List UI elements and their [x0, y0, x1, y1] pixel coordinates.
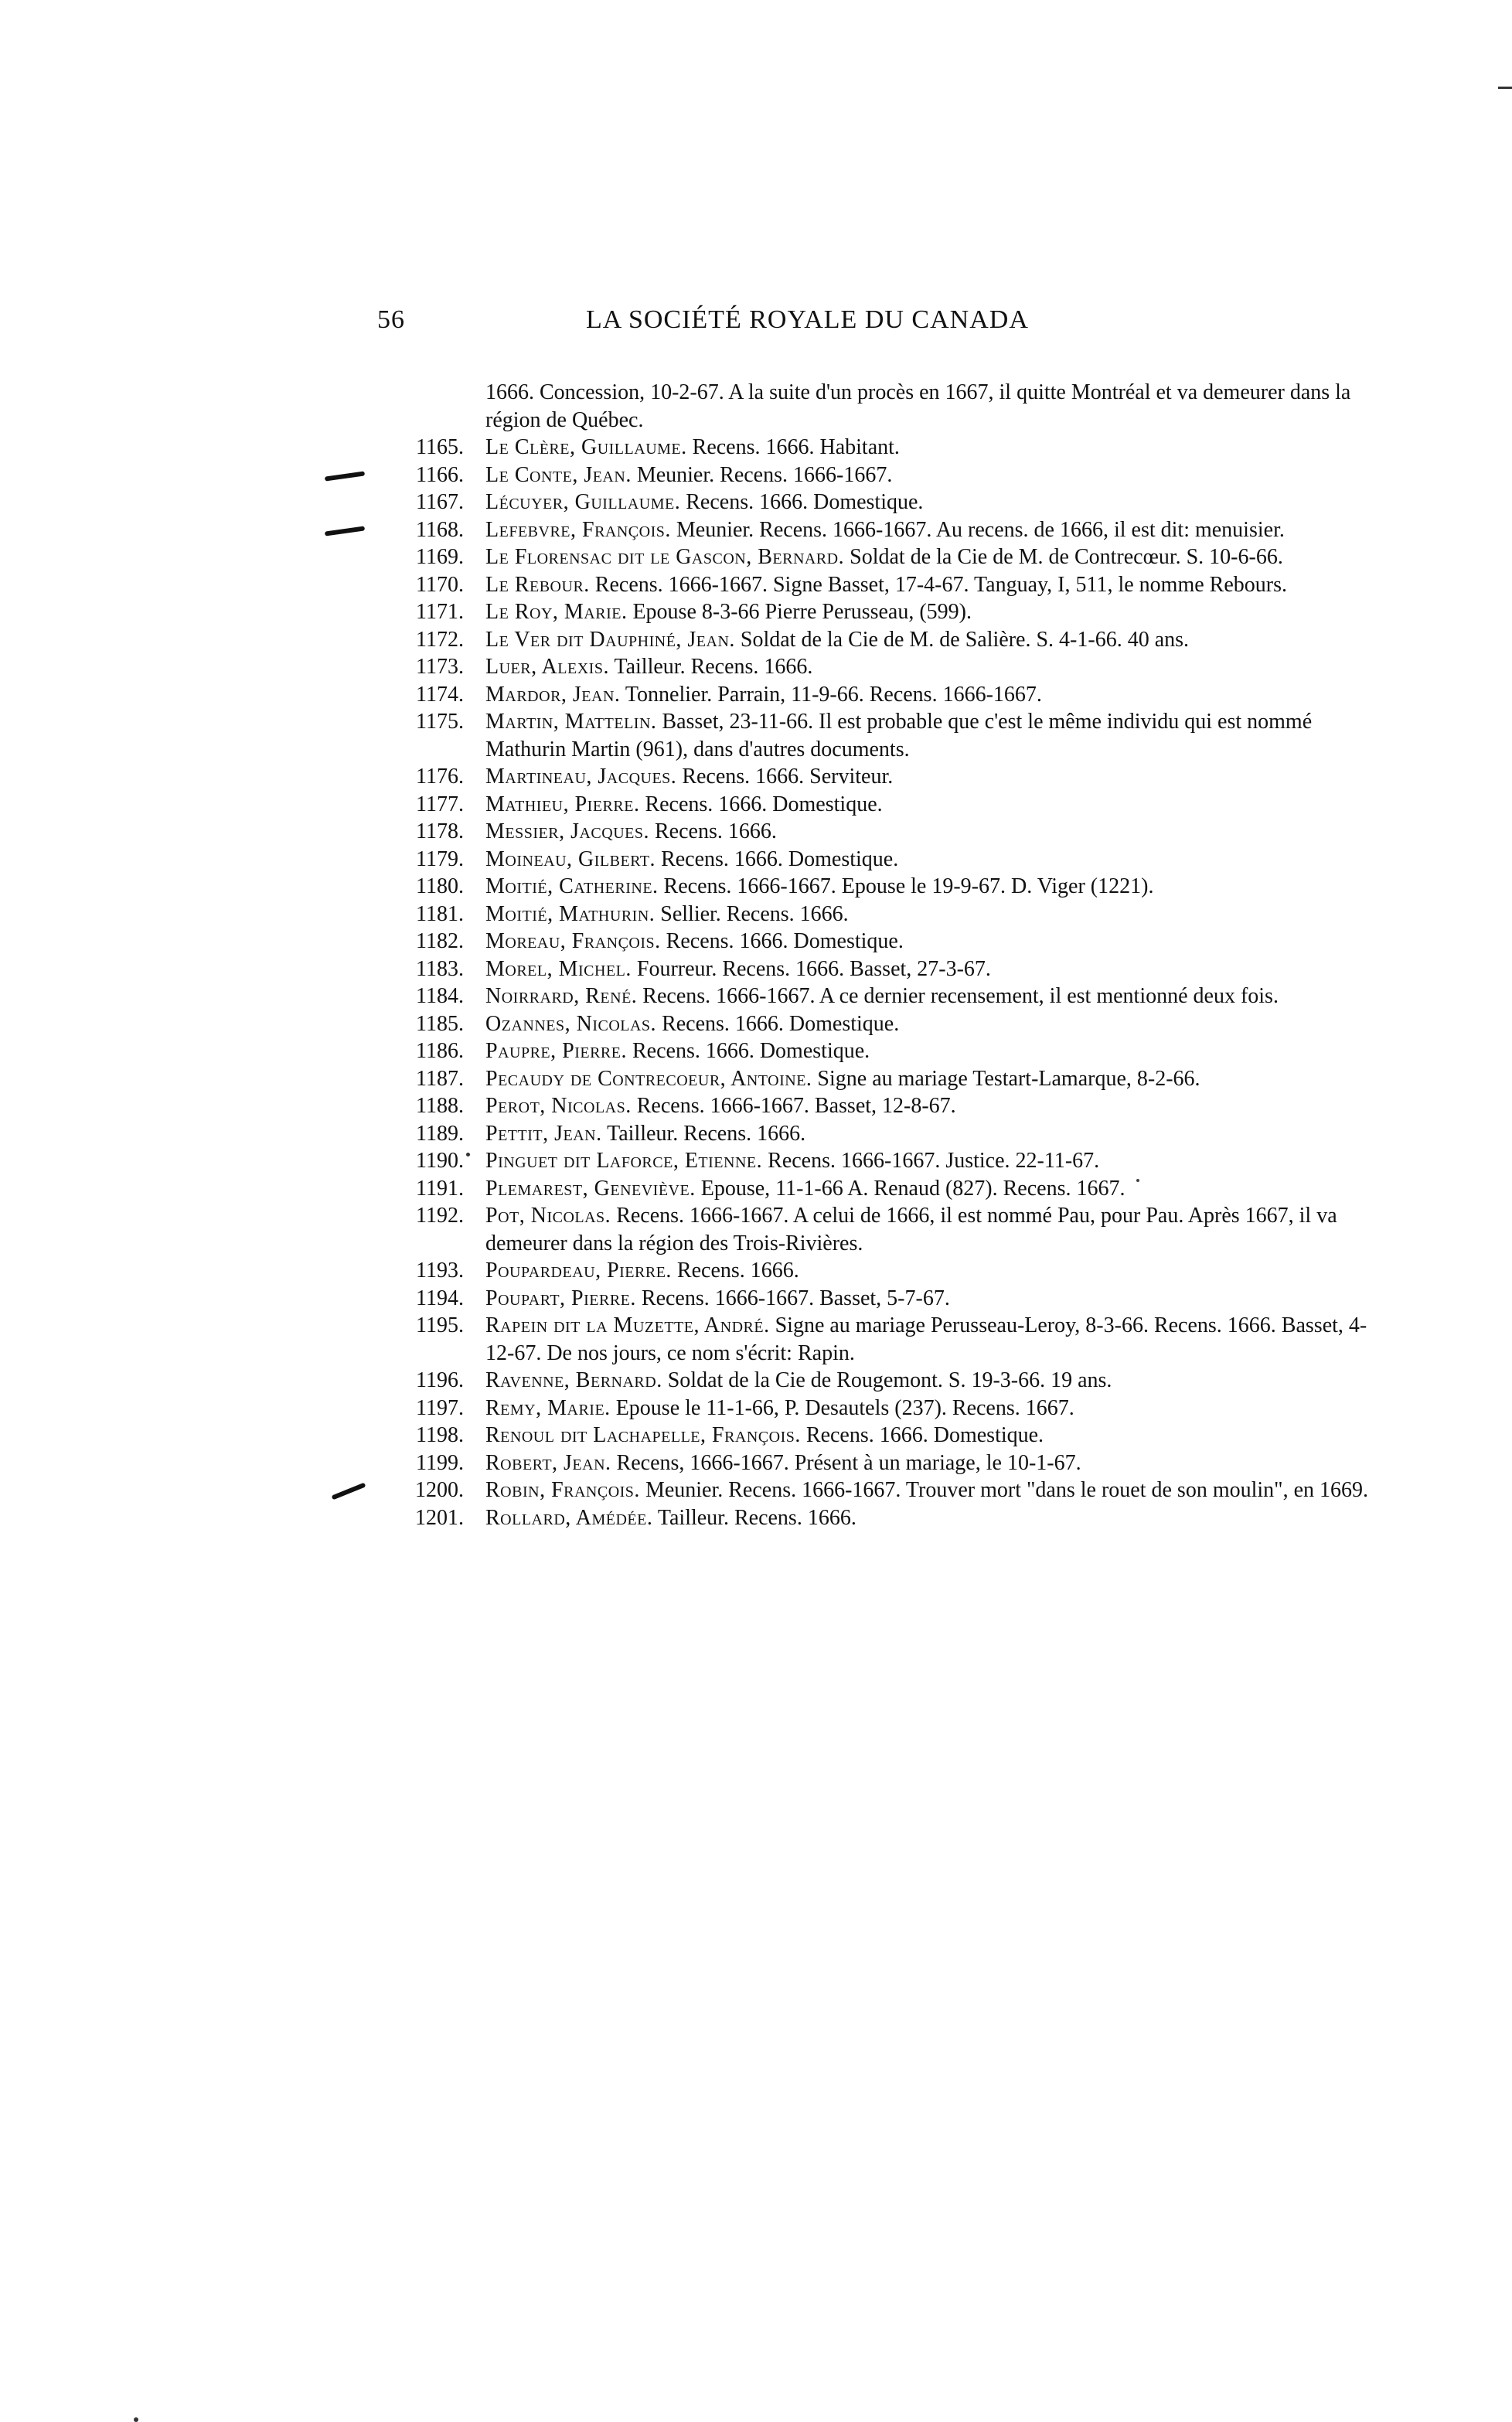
list-item	[377, 1202, 1390, 1257]
entry-text: Signe au mariage Perusseau-Leroy, 8-3-66. Recens. 1666. Basset, 4-12-67. De nos jours, ce nom s'écrit: Rapin.	[485, 1313, 1367, 1365]
entry-name: Rollard, Amédée.	[485, 1505, 653, 1530]
entry-text: Recens. 1666-1667. Signe Basset, 17-4-67. Tanguay, I, 511, le nomme Rebours.	[594, 572, 1287, 597]
entry-name: Rapein dit la Muzette, André.	[485, 1313, 770, 1337]
entry-text: Meunier. Recens. 1666-1667. Au recens. de 1666, il est dit: menuisier.	[676, 517, 1285, 542]
list-item	[377, 983, 1390, 1010]
entry-name: Remy, Marie.	[485, 1395, 611, 1420]
list-item	[377, 1422, 1390, 1449]
entry-text: Recens. 1666.	[676, 1259, 799, 1283]
ink-speck	[466, 1153, 470, 1156]
entry-text: Fourreur. Recens. 1666. Basset, 27-3-67.	[636, 956, 991, 981]
entry-number: 1178.	[416, 819, 464, 843]
entry-name: Robin, François.	[485, 1478, 640, 1502]
list-item	[377, 1477, 1390, 1504]
entry-name: Moitié, Mathurin.	[485, 901, 656, 926]
list-item	[377, 708, 1390, 763]
entry-number: 1165.	[416, 435, 464, 459]
entry-text: Meunier. Recens. 1666-1667. Trouver mort "dans le rouet de son moulin", en 1669.	[645, 1478, 1369, 1502]
entry-text: Recens. 1666. Domestique.	[666, 929, 904, 953]
entry-text: Recens. 1666-1667. Basset, 12-8-67.	[636, 1094, 956, 1118]
entry-text: 1666. Concession, 10-2-67. A la suite d'un procès en 1667, il quitte Montréal et va demeurer dans la région de Québec.	[485, 380, 1351, 432]
list-item	[377, 1449, 1390, 1477]
entry-text: Recens. 1666. Habitant.	[692, 435, 900, 459]
entry-text: Soldat de la Cie de M. de Salière. S. 4-1-66. 40 ans.	[740, 627, 1190, 652]
margin-pencil-mark	[325, 471, 365, 481]
entry-number: 1199.	[416, 1450, 464, 1475]
list-item	[377, 846, 1390, 874]
entry-name: Le Rebour.	[485, 572, 590, 597]
entry-number: 1196.	[416, 1368, 464, 1392]
list-item	[377, 653, 1390, 681]
list-item	[377, 791, 1390, 819]
entry-name: Ravenne, Bernard.	[485, 1368, 662, 1392]
entry-number: 1171.	[416, 600, 464, 624]
entry-number: 1192.	[416, 1204, 464, 1228]
entry-text: Meunier. Recens. 1666-1667.	[636, 462, 893, 487]
list-item	[377, 763, 1390, 791]
entry-number: 1175.	[416, 710, 464, 734]
entry-name: Mardor, Jean.	[485, 682, 621, 707]
list-item	[377, 1092, 1390, 1120]
list-item	[377, 956, 1390, 983]
list-item	[377, 1504, 1390, 1532]
entry-number: 1193.	[416, 1259, 464, 1283]
page-title: LA SOCIÉTÉ ROYALE DU CANADA	[586, 305, 1029, 334]
list-item	[377, 489, 1390, 516]
entry-text: Recens. 1666-1667. Basset, 5-7-67.	[641, 1286, 950, 1310]
ink-speck	[134, 2417, 138, 2422]
entry-text: Recens. 1666.	[654, 819, 777, 843]
margin-mark	[1498, 87, 1512, 89]
list-item	[377, 1312, 1390, 1367]
entry-number: 1198.	[416, 1423, 464, 1447]
entry-name: Pinguet dit Laforce, Etienne.	[485, 1149, 763, 1173]
entry-name: Ozannes, Nicolas.	[485, 1011, 657, 1036]
entry-name: Moitié, Catherine.	[485, 874, 659, 898]
entry-list	[377, 379, 1390, 1531]
entry-name: Martin, Mattelin.	[485, 710, 657, 734]
entry-text: Recens, 1666-1667. Présent à un mariage, le 10-1-67.	[616, 1450, 1081, 1475]
entry-number: 1185.	[416, 1011, 464, 1036]
continuation-entry	[377, 379, 1390, 434]
entry-text: Recens. 1666-1667. Justice. 22-11-67.	[768, 1149, 1100, 1173]
entry-text: Sellier. Recens. 1666.	[660, 901, 849, 926]
entry-name: Pot, Nicolas.	[485, 1204, 611, 1228]
margin-pencil-mark	[332, 1483, 366, 1501]
entry-number: 1191.	[416, 1176, 464, 1201]
entry-text: Signe au mariage Testart-Lamarque, 8-2-66.	[817, 1066, 1200, 1091]
entry-name: Lefebvre, François.	[485, 517, 671, 542]
entry-text: Soldat de la Cie de M. de Contrecœur. S. 10-6-66.	[850, 545, 1283, 569]
entry-text: Epouse, 11-1-66 A. Renaud (827). Recens. 1667.	[700, 1176, 1125, 1201]
entry-number: 1195.	[416, 1313, 464, 1337]
entry-name: Moreau, François.	[485, 929, 661, 953]
list-item	[377, 626, 1390, 654]
list-item	[377, 1395, 1390, 1422]
entry-number: 1201.	[415, 1505, 464, 1530]
margin-pencil-mark	[325, 526, 365, 536]
entry-name: Pecaudy de Contrecoeur, Antoine.	[485, 1066, 812, 1091]
entry-name: Robert, Jean.	[485, 1450, 611, 1475]
entry-number: 1167.	[416, 490, 464, 514]
entry-text: Recens. 1666. Domestique.	[662, 1011, 900, 1036]
entry-number: 1184.	[416, 984, 464, 1008]
entry-number: 1174.	[416, 682, 464, 707]
entry-text: Tonnelier. Parrain, 11-9-66. Recens. 1666-1667.	[625, 682, 1042, 707]
entry-name: Renoul dit Lachapelle, François.	[485, 1423, 801, 1447]
page-number: 56	[377, 305, 405, 334]
entry-number: 1186.	[416, 1039, 464, 1063]
entry-text: Recens. 1666. Domestique.	[805, 1423, 1044, 1447]
entry-name: Plemarest, Geneviève.	[485, 1176, 696, 1201]
entry-text: Tailleur. Recens. 1666.	[607, 1121, 806, 1146]
list-item	[377, 1367, 1390, 1395]
entry-name: Poupart, Pierre.	[485, 1286, 636, 1310]
list-item	[377, 681, 1390, 709]
entry-name: Lécuyer, Guillaume.	[485, 490, 681, 514]
entry-name: Moineau, Gilbert.	[485, 847, 656, 871]
list-item	[377, 1147, 1390, 1175]
entry-name: Le Florensac dit le Gascon, Bernard.	[485, 545, 845, 569]
entry-text: Recens. 1666. Domestique.	[632, 1039, 870, 1063]
list-item	[377, 901, 1390, 928]
list-item	[377, 928, 1390, 956]
entry-name: Paupre, Pierre.	[485, 1039, 627, 1063]
list-item	[377, 1257, 1390, 1285]
entry-text: Basset, 23-11-66. Il est probable que c'est le même individu qui est nommé Mathurin Martin (961), dans d'autres documents.	[485, 710, 1313, 761]
entry-name: Le Roy, Marie.	[485, 600, 628, 624]
entry-text: Tailleur. Recens. 1666.	[614, 655, 813, 679]
entry-name: Poupardeau, Pierre.	[485, 1259, 672, 1283]
list-item	[377, 571, 1390, 599]
list-item	[377, 873, 1390, 901]
entry-text: Recens. 1666. Serviteur.	[682, 765, 894, 789]
entry-number: 1182.	[416, 929, 464, 953]
entry-text: Recens. 1666. Domestique.	[661, 847, 899, 871]
entry-name: Perot, Nicolas.	[485, 1094, 632, 1118]
entry-name: Le Clère, Guillaume.	[485, 435, 687, 459]
entry-number: 1173.	[416, 655, 464, 679]
entry-name: Martineau, Jacques.	[485, 765, 677, 789]
entry-name: Luer, Alexis.	[485, 655, 609, 679]
entry-name: Le Conte, Jean.	[485, 462, 632, 487]
entry-number: 1194.	[416, 1286, 464, 1310]
entry-number: 1169.	[416, 545, 464, 569]
entry-number: 1180.	[416, 874, 464, 898]
entry-number: 1183.	[416, 956, 464, 981]
entry-number: 1172.	[416, 627, 464, 652]
entry-number: 1200.	[415, 1478, 464, 1502]
entry-name: Mathieu, Pierre.	[485, 792, 640, 816]
list-item	[377, 462, 1390, 489]
list-item	[377, 1065, 1390, 1093]
ink-speck	[1136, 1179, 1139, 1182]
entry-number: 1177.	[416, 792, 464, 816]
entry-number: 1187.	[416, 1066, 464, 1091]
list-item	[377, 543, 1390, 571]
entry-number: 1168.	[416, 517, 464, 542]
entry-text: Recens. 1666-1667. A celui de 1666, il est nommé Pau, pour Pau. Après 1667, il va demeurer dans la région des Trois-Rivières.	[485, 1204, 1337, 1255]
list-item	[377, 1120, 1390, 1148]
entry-text: Tailleur. Recens. 1666.	[657, 1505, 856, 1530]
entry-text: Epouse le 11-1-66, P. Desautels (237). Recens. 1667.	[615, 1395, 1074, 1420]
entry-number: 1170.	[416, 572, 464, 597]
entry-name: Noirrard, René.	[485, 984, 638, 1008]
entry-text: Recens. 1666. Domestique.	[686, 490, 924, 514]
list-item	[377, 1285, 1390, 1313]
entry-text: Epouse 8-3-66 Pierre Perusseau, (599).	[632, 600, 972, 624]
entry-text: Soldat de la Cie de Rougemont. S. 19-3-66. 19 ans.	[667, 1368, 1112, 1392]
entry-text: Recens. 1666-1667. A ce dernier recensement, il est mentionné deux fois.	[642, 984, 1279, 1008]
list-item	[377, 434, 1390, 462]
entry-name: Morel, Michel.	[485, 956, 632, 981]
entry-number: 1179.	[416, 847, 464, 871]
entry-number: 1189.	[416, 1121, 464, 1146]
list-item	[377, 1010, 1390, 1038]
entry-name: Le Ver dit Dauphiné, Jean.	[485, 627, 735, 652]
entry-name: Pettit, Jean.	[485, 1121, 602, 1146]
entry-number: 1176.	[416, 765, 464, 789]
list-item	[377, 1175, 1390, 1203]
entry-text: Recens. 1666-1667. Epouse le 19-9-67. D. Viger (1221).	[663, 874, 1154, 898]
entry-number: 1197.	[416, 1395, 464, 1420]
list-item	[377, 1037, 1390, 1065]
entry-text: Recens. 1666. Domestique.	[645, 792, 883, 816]
list-item	[377, 818, 1390, 846]
entry-name: Messier, Jacques.	[485, 819, 649, 843]
list-item	[377, 598, 1390, 626]
entry-number: 1166.	[416, 462, 464, 487]
entry-number: 1190.	[416, 1149, 464, 1173]
entry-number: 1181.	[416, 901, 464, 926]
entry-number: 1188.	[416, 1094, 464, 1118]
list-item	[377, 516, 1390, 544]
